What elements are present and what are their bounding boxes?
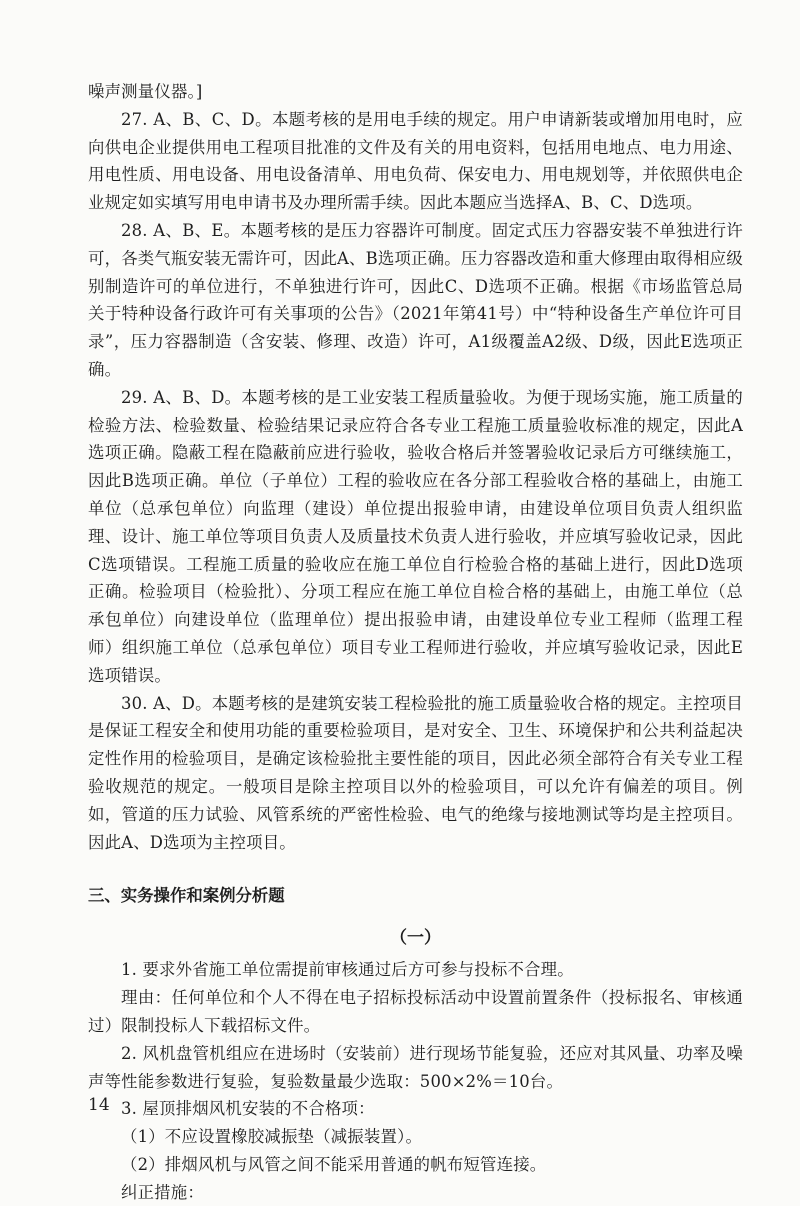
- case-item-2: 2. 风机盘管机组应在进场时（安装前）进行现场节能复验，还应对其风量、功率及噪声等性能参数进行复验，复验数量最少选取：500×2%＝10台。: [88, 1043, 743, 1091]
- answer-27: 27. A、B、C、D。本题考核的是用电手续的规定。用户申请新装或增加用电时，应向供电企业提供用电工程项目批准的文件及有关的用电资料，包括用电地点、电力用途、用电性质、用电设备、用电设备清单、用电负荷、保安电力、用电规划等，并依照供电企业规定如实填写用电申请书及办理所需手续。因此本题应当选择A、B、C、D选项。: [88, 109, 743, 213]
- document-page: [88, 78, 743, 1206]
- answer-30: 30. A、D。本题考核的是建筑安装工程检验批的施工质量验收合格的规定。主控项目是保证工程安全和使用功能的重要检验项目，是对安全、卫生、环境保护和公共利益起决定性作用的检验项目，是确定该检验批主要性能的项目，因此必须全部符合有关专业工程验收规范的规定。一般项目是除主控项目以外的检验项目，可以允许有偏差的项目。例如，管道的压力试验、风管系统的严密性检验、电气的绝缘与接地测试等均是主控项目。因此A、D选项为主控项目。: [88, 693, 743, 852]
- page-number: 14: [88, 1095, 110, 1115]
- paragraph-continuation: 噪声测量仪器。]: [88, 82, 203, 101]
- case-item-3-sub-2: （2）排烟风机与风管之间不能采用普通的帆布短管连接。: [121, 1154, 547, 1174]
- section-heading: 三、实务操作和案例分析题: [88, 886, 285, 906]
- answer-29: 29. A、B、D。本题考核的是工业安装工程质量验收。为便于现场实施，施工质量的检验方法、检验数量、检验结果记录应符合各专业工程施工质量验收标准的规定，因此A选项正确。隐蔽工程在隐蔽前应进行验收，验收合格后并签署验收记录后方可继续施工，因此B选项正确。单位（子单位）工程的验收应在各分部工程验收合格的基础上，由施工单位（总承包单位）向监理（建设）单位提出报验申请，由建设单位项目负责人组织监理、设计、施工单位等项目负责人及质量技术负责人进行验收，并应填写验收记录，因此C选项错误。工程施工质量的验收应在施工单位自行检验合格的基础上进行，因此D选项正确。检验项目（检验批）、分项工程应在施工单位自检合格的基础上，由施工单位（总承包单位）向建设单位（监理单位）提出报验申请，由建设单位专业工程师（监理工程师）组织施工单位（总承包单位）项目专业工程师进行验收，并应填写验收记录，因此E选项错误。: [88, 387, 743, 685]
- case-item-3: 3. 屋顶排烟风机安装的不合格项：: [121, 1099, 375, 1119]
- answer-28: 28. A、B、E。本题考核的是压力容器许可制度。固定式压力容器安装不单独进行许可，各类气瓶安装无需许可，因此A、B选项正确。压力容器改造和重大修理由取得相应级别制造许可的单位进行，不单独进行许可，因此C、D选项不正确。根据《市场监管总局关于特种设备行政许可有关事项的公告》（2021年第41号）中“特种设备生产单位许可目录”，压力容器制造（含安装、修理、改造）许可，A1级覆盖A2级、D级，因此E选项正确。: [88, 220, 743, 379]
- case-item-3-sub-1: （1）不应设置橡胶减振垫（减振装置）。: [121, 1127, 423, 1147]
- case-item-1: 1. 要求外省施工单位需提前审核通过后方可参与投标不合理。: [121, 960, 574, 980]
- case-reason-1: 理由：任何单位和个人不得在电子招标投标活动中设置前置条件（投标报名、审核通过）限制投标人下载招标文件。: [88, 988, 743, 1035]
- case-heading: （一）: [390, 928, 441, 949]
- corrective-measures-label: 纠正措施：: [121, 1182, 204, 1202]
